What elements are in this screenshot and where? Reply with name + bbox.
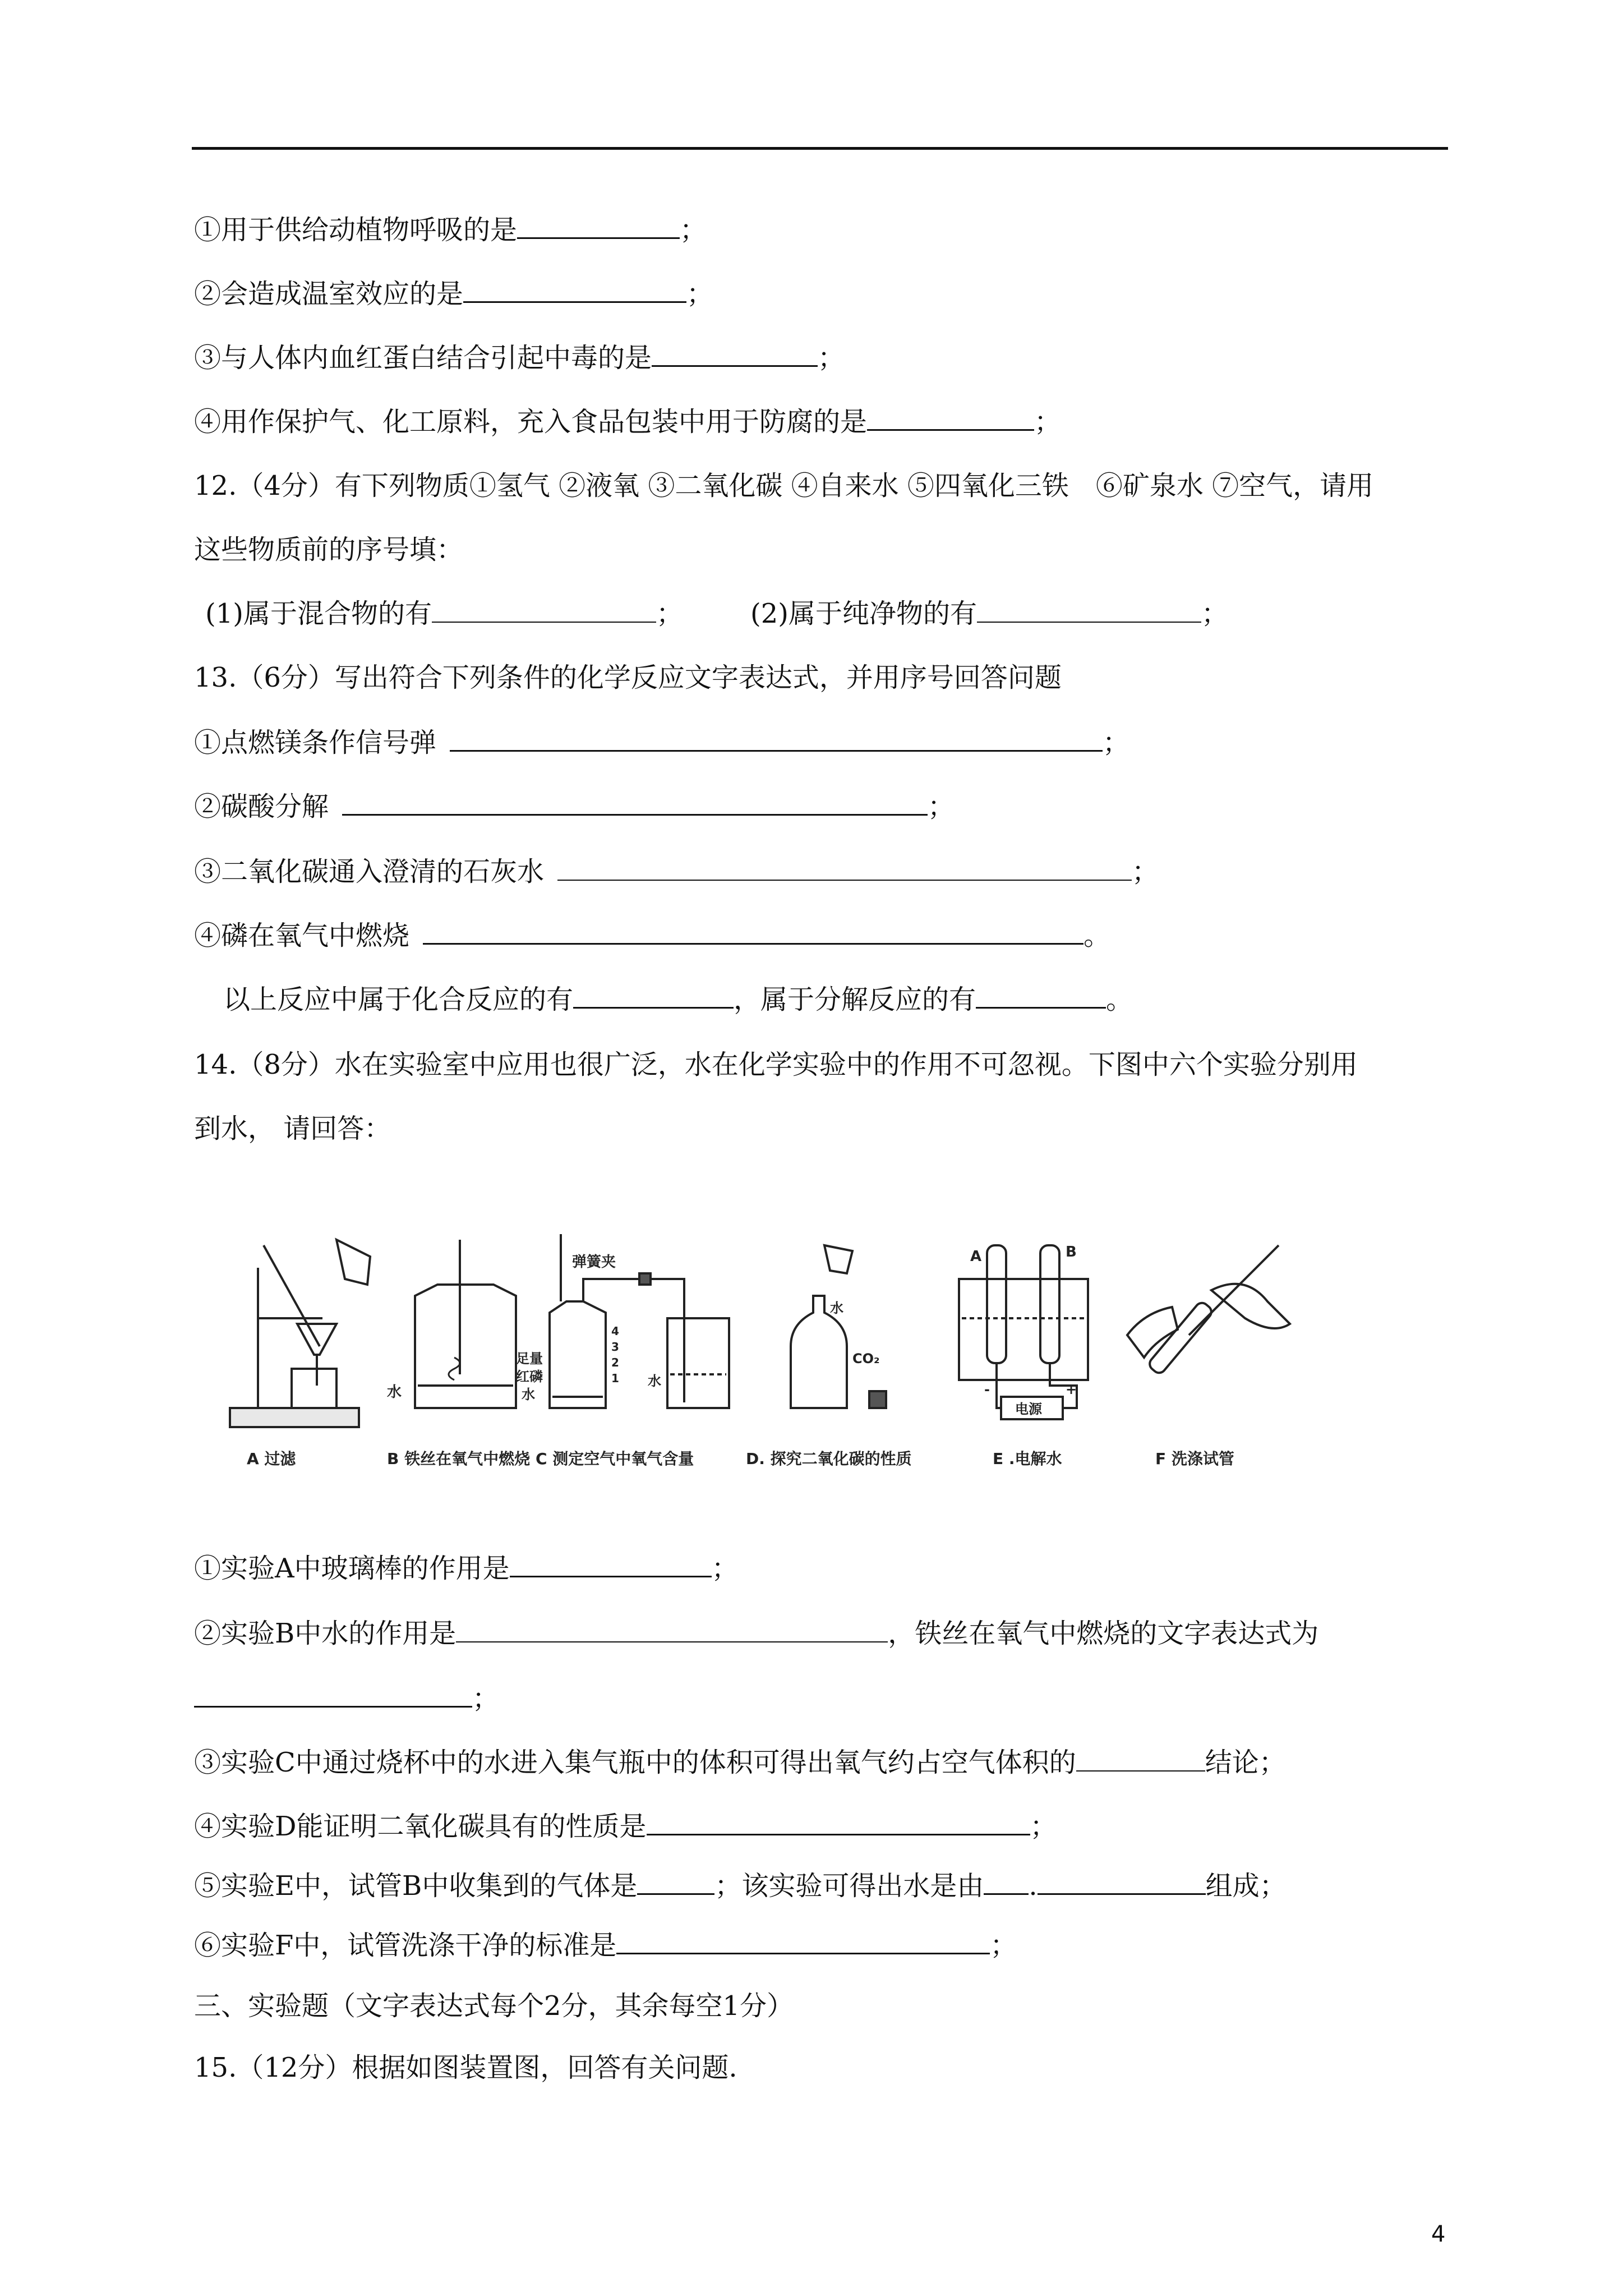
label-d: D. 探究二氧化碳的性质 — [746, 1450, 912, 1468]
q12-parts: (1)属于混合物的有 ； (2)属于纯净物的有 ； — [205, 598, 1229, 629]
answer-blank[interactable] — [977, 599, 1201, 623]
label-enough: 足量 — [516, 1351, 543, 1366]
answer-blank[interactable] — [647, 1811, 1030, 1835]
label-tube-b: B — [1066, 1244, 1077, 1260]
answer-blank[interactable] — [616, 1930, 990, 1954]
q11-item-3: ③与人体内血红蛋白结合引起中毒的是 ； — [194, 342, 845, 374]
experiments-figure — [224, 1223, 1324, 1492]
q13-item-3: ③二氧化碳通入澄清的石灰水 ； — [194, 856, 1159, 887]
label-scale-1: 1 — [611, 1372, 619, 1385]
label-water-b: 水 — [387, 1384, 402, 1401]
q14-item-5: ⑤实验E中，试管B中收集到的气体是 ；该实验可得出水是由 . 组成； — [194, 1870, 1287, 1902]
label-scale-2: 2 — [611, 1356, 619, 1369]
apparatus-f-washing — [1127, 1245, 1290, 1375]
q13-stem: 13.（6分）写出符合下列条件的化学反应文字表达式，并用序号回答问题 — [194, 662, 1062, 693]
label-e: E .电解水 — [993, 1450, 1062, 1468]
answer-blank[interactable] — [637, 1871, 714, 1895]
answer-blank[interactable] — [342, 792, 928, 816]
q12-stem: 12.（4分）有下列物质①氢气 ②液氧 ③二氧化碳 ④自来水 ⑤四氧化三铁 ⑥矿泉水 ⑦空气，请用 — [194, 470, 1374, 501]
apparatus-d-co2 — [791, 1245, 886, 1408]
apparatus-b-iron-burning — [415, 1240, 516, 1408]
q13-item-2: ②碳酸分解 ； — [194, 791, 955, 822]
answer-blank[interactable] — [450, 728, 1103, 752]
q12-stem-cont: 这些物质前的序号填： — [194, 534, 464, 565]
q14-item-2: ②实验B中水的作用是 ，铁丝在氧气中燃烧的文字表达式为 — [194, 1618, 1319, 1649]
answer-blank[interactable] — [463, 279, 686, 303]
label-water-d: 水 — [830, 1300, 843, 1316]
q13-summary: 以上反应中属于化合反应的有 ，属于分解反应的有 。 — [223, 984, 1133, 1015]
answer-blank[interactable] — [557, 857, 1132, 881]
q14-item-3: ③实验C中通过烧杯中的水进入集气瓶中的体积可得出氧气约占空气体积的 结论； — [194, 1747, 1286, 1778]
apparatus-a-filtration — [230, 1240, 370, 1427]
label-scale-4: 4 — [611, 1324, 619, 1338]
label-a: A 过滤 — [247, 1450, 296, 1468]
header-rule — [192, 147, 1448, 150]
q13-item-4: ④磷在氧气中燃烧 。 — [194, 920, 1111, 951]
label-tube-a: A — [970, 1248, 982, 1265]
page-number: 4 — [1431, 2221, 1446, 2247]
answer-blank[interactable] — [194, 1683, 472, 1708]
q11-item-2: ②会造成温室效应的是 ； — [194, 278, 714, 310]
answer-blank[interactable] — [517, 215, 680, 239]
answer-blank[interactable] — [1038, 1871, 1206, 1895]
q13-item-1: ①点燃镁条作信号弹 ； — [194, 727, 1130, 758]
label-water-c: 水 — [522, 1387, 535, 1402]
q14-item-6: ⑥实验F中，试管洗涤干净的标准是 ； — [194, 1930, 1017, 1961]
q14-item-4: ④实验D能证明二氧化碳具有的性质是 ； — [194, 1811, 1057, 1842]
answer-blank[interactable] — [432, 599, 656, 623]
q14-item-2-cont: ； — [194, 1681, 499, 1717]
answer-blank[interactable] — [456, 1619, 888, 1642]
q14-item-1: ①实验A中玻璃棒的作用是 ； — [194, 1553, 739, 1584]
q14-stem: 14.（8分）水在实验室中应用也很广泛，水在化学实验中的作用不可忽视。下图中六个实验分别用 — [194, 1049, 1358, 1080]
answer-blank[interactable] — [867, 407, 1034, 431]
label-b: B 铁丝在氧气中燃烧 — [387, 1450, 531, 1468]
label-water-c2: 水 — [648, 1373, 661, 1389]
label-co2: CO₂ — [852, 1351, 880, 1366]
label-c: C 测定空气中氧气含量 — [536, 1450, 694, 1468]
answer-blank[interactable] — [423, 921, 1083, 945]
answer-blank[interactable] — [976, 984, 1106, 1009]
label-f: F 洗涤试管 — [1155, 1450, 1234, 1468]
q11-item-4: ④用作保护气、化工原料，充入食品包装中用于防腐的是 ； — [194, 406, 1062, 438]
section-3-heading: 三、实验题（文字表达式每个2分，其余每空1分） — [194, 1990, 794, 2022]
answer-blank[interactable] — [984, 1871, 1029, 1895]
q11-item-1: ①用于供给动植物呼吸的是 ； — [194, 214, 707, 246]
label-red-phosphorus: 红磷 — [516, 1369, 543, 1384]
label-minus: - — [984, 1382, 990, 1397]
answer-blank[interactable] — [573, 984, 734, 1009]
q14-stem-cont: 到水， 请回答： — [194, 1113, 391, 1144]
label-scale-3: 3 — [611, 1340, 619, 1354]
label-plus: + — [1066, 1382, 1077, 1397]
answer-blank[interactable] — [1076, 1748, 1205, 1772]
answer-blank[interactable] — [652, 343, 818, 367]
q15-stem: 15.（12分）根据如图装置图，回答有关问题. — [194, 2052, 737, 2083]
label-power: 电源 — [1015, 1401, 1042, 1417]
answer-blank[interactable] — [510, 1553, 712, 1577]
label-spring-clip: 弹簧夹 — [572, 1254, 616, 1271]
